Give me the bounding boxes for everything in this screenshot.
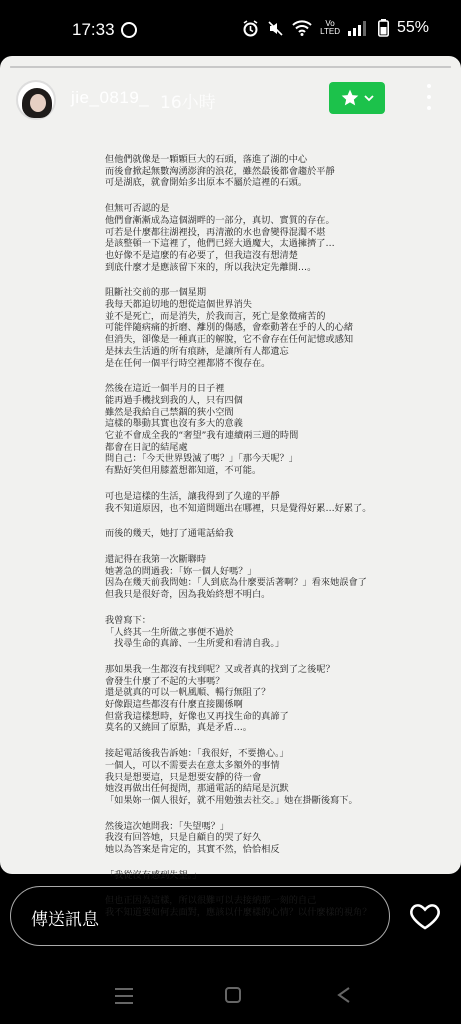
close-friends-badge[interactable]	[329, 82, 385, 114]
avatar-face	[30, 94, 46, 112]
story-paragraph	[105, 748, 405, 807]
story-paragraph	[105, 664, 405, 734]
signal-icon	[348, 20, 370, 36]
story-paragraph	[105, 491, 405, 514]
status-bar	[0, 0, 461, 62]
story-line: 都會在日記的結尾處	[105, 441, 188, 453]
story-header	[16, 80, 446, 122]
app-notification-icon	[121, 22, 137, 38]
mute-icon	[267, 20, 284, 37]
story-text	[105, 154, 405, 933]
story-line: 那如果我一生都沒有找到呢？又或者真的找到了之後呢？	[105, 663, 335, 675]
volte-bottom: LTED	[320, 27, 340, 36]
back-button[interactable]	[336, 986, 352, 1004]
alarm-icon	[242, 20, 259, 37]
message-input-placeholder: 傳送訊息	[31, 910, 99, 930]
story-line: 找尋生命的真諦、一生所愛和看清自我。」	[105, 638, 285, 650]
story-line: 但當我這樣想時，好像也又再找生命的真諦了	[105, 710, 289, 722]
story-line: 可若是什麼都往湖裡投，再清澈的水也會變得混濁不堪	[105, 226, 326, 238]
story-line: 但無可否認的是	[105, 203, 170, 215]
story-line: 一個人，可以不需要去在意太多額外的事情	[105, 759, 280, 771]
system-nav-bar	[0, 970, 461, 1024]
story-line: 可是湖底，就會開始多出原本不屬於這裡的石頭。	[105, 177, 308, 189]
more-options-icon[interactable]	[426, 84, 432, 110]
chevron-down-icon	[364, 94, 374, 102]
story-line: 並不是死亡，而是消失，於我而言，死亡是象徵痛苦的	[105, 310, 326, 322]
story-paragraph	[105, 615, 405, 650]
story-line: 而後的幾天，她打了通電話給我	[105, 528, 234, 540]
story-progress-fill	[10, 66, 451, 68]
story-line: 她以為答案是肯定的，其實不然，恰恰相反	[105, 844, 280, 856]
message-input[interactable]	[10, 886, 390, 946]
story-line: 能再過手機找到我的人，只有四個	[105, 394, 243, 406]
story-line: 阻斷社交前的那一個星期	[105, 287, 207, 299]
story-line: 然後這次她問我：「失望嗎？」	[105, 820, 230, 832]
story-paragraph	[105, 287, 405, 369]
story-line: 還記得在我第一次斷聯時	[105, 553, 207, 565]
story-progress-bar	[10, 66, 451, 68]
story-line: 然後在這近一個半月的日子裡	[105, 383, 225, 395]
story-line: 有點好笑但用膝蓋想都知道，不可能。	[105, 465, 262, 477]
status-time: 17:33	[72, 20, 115, 39]
story-line: 我沒有回答她，只是自顧自的哭了好久	[105, 832, 262, 844]
story-line: 我不知道要如何去面對，應該以什麼樣的心情？以什麼樣的視角？	[105, 907, 372, 919]
story-paragraph	[105, 154, 405, 189]
story-line: 它並不會成全我的“奢望”我有連續兩三週的時間	[105, 430, 299, 442]
story-line: 接起電話後我告訴她：「我很好，不要擔心。」	[105, 748, 289, 760]
avatar[interactable]	[16, 80, 56, 120]
status-icons	[242, 19, 429, 37]
battery-icon	[378, 19, 389, 37]
story-card[interactable]	[0, 56, 461, 919]
story-paragraph	[105, 870, 405, 882]
story-line: 可也是這樣的生活，讓我得到了久違的平靜	[105, 490, 280, 502]
story-line: 但也正因為這樣，所以很難可以去接納那一刻的自己	[105, 895, 317, 907]
story-line: 我曾寫下：	[105, 614, 151, 626]
story-line: 「如果妳一個人很好，就不用勉強去社交。」她在掛斷後寫下。	[105, 794, 358, 806]
story-paragraph	[105, 203, 405, 273]
story-line: 是該整頓一下這裡了，他們已經大過魔大，太過擁擠了…	[105, 238, 335, 250]
username[interactable]: jie_0819_	[71, 88, 150, 107]
story-line: 好像跟這些都沒有什麼直接關係啊	[105, 699, 243, 711]
story-line: 我每天都迫切地的想從這個世界消失	[105, 299, 252, 311]
story-line: 還是就真的可以一帆風順、暢行無阻了？	[105, 687, 271, 699]
story-line: 而後會掀起無數洶湧澎湃的浪花，雖然最後都會趨於平靜	[105, 165, 335, 177]
story-paragraph	[105, 554, 405, 601]
recents-button[interactable]	[115, 988, 133, 1004]
home-button[interactable]	[225, 987, 241, 1003]
like-button[interactable]	[408, 899, 442, 933]
story-line: 可能伴隨病痛的折磨、離別的傷感，會牽動著在乎的人的心緒	[105, 322, 354, 334]
story-line: 是抹去生活過的所有痕跡，是讓所有人都遺忘	[105, 345, 289, 357]
story-line: 莫名的又繞回了原點，真是矛盾…。	[105, 722, 252, 734]
volte-indicator	[320, 20, 340, 36]
story-line: 「我從沒有感到失望。」	[105, 869, 202, 881]
story-line: 雖然是我給自己禁錮的狹小空間	[105, 406, 234, 418]
story-line: 但他們就像是一顆顆巨大的石頭，落進了湖的中心	[105, 154, 308, 165]
heart-icon	[408, 899, 442, 933]
story-line: 會發生什麼了不起的大事嗎？	[105, 675, 225, 687]
story-line: 我不知道原因，也不知道問題出在哪裡，只是覺得好累…好累了。	[105, 502, 372, 514]
story-paragraph	[105, 383, 405, 477]
story-line: 因為在幾天前我問她：「人到底為什麼要活著啊？」看來她誤會了	[105, 577, 367, 589]
story-line: 我只是想要這，只是想要安靜的待一會	[105, 771, 262, 783]
story-line: 也好像不是這麼的有必要了，但我這沒有想清楚	[105, 249, 298, 261]
story-paragraph	[105, 528, 405, 540]
volte-top: Vo	[325, 19, 335, 28]
story-line: 但消失，卻像是一種真正的解脫，它不會存在任何記憶或感知	[105, 334, 354, 346]
story-line: 她沒再做出任何提問，那通電話的結尾是沉默	[105, 783, 289, 795]
story-paragraph	[105, 821, 405, 856]
story-line: 問自己：「今天世界毀滅了嗎？」「那今天呢？」	[105, 453, 298, 465]
story-line: 她著急的問過我：「妳一個人好嗎？」	[105, 565, 257, 577]
story-line: 他們會漸漸成為這個湖畔的一部分，真切、實質的存在。	[105, 214, 335, 226]
story-line: 但我只是很好奇，因為我始終想不明白。	[105, 589, 271, 601]
story-line: 是在任何一個平行時空裡都將不復存在。	[105, 357, 271, 369]
battery-percentage: 55%	[396, 19, 429, 36]
post-time: 16小時	[160, 93, 216, 113]
story-line: 到底什麼才是應該留下來的，所以我決定先離開…。	[105, 261, 317, 273]
story-line: 「人終其一生所做之事便不過於	[105, 626, 234, 638]
story-line: 這樣的舉動其實也沒有多大的意義	[105, 418, 243, 430]
wifi-icon	[292, 20, 312, 36]
star-icon	[340, 88, 360, 108]
